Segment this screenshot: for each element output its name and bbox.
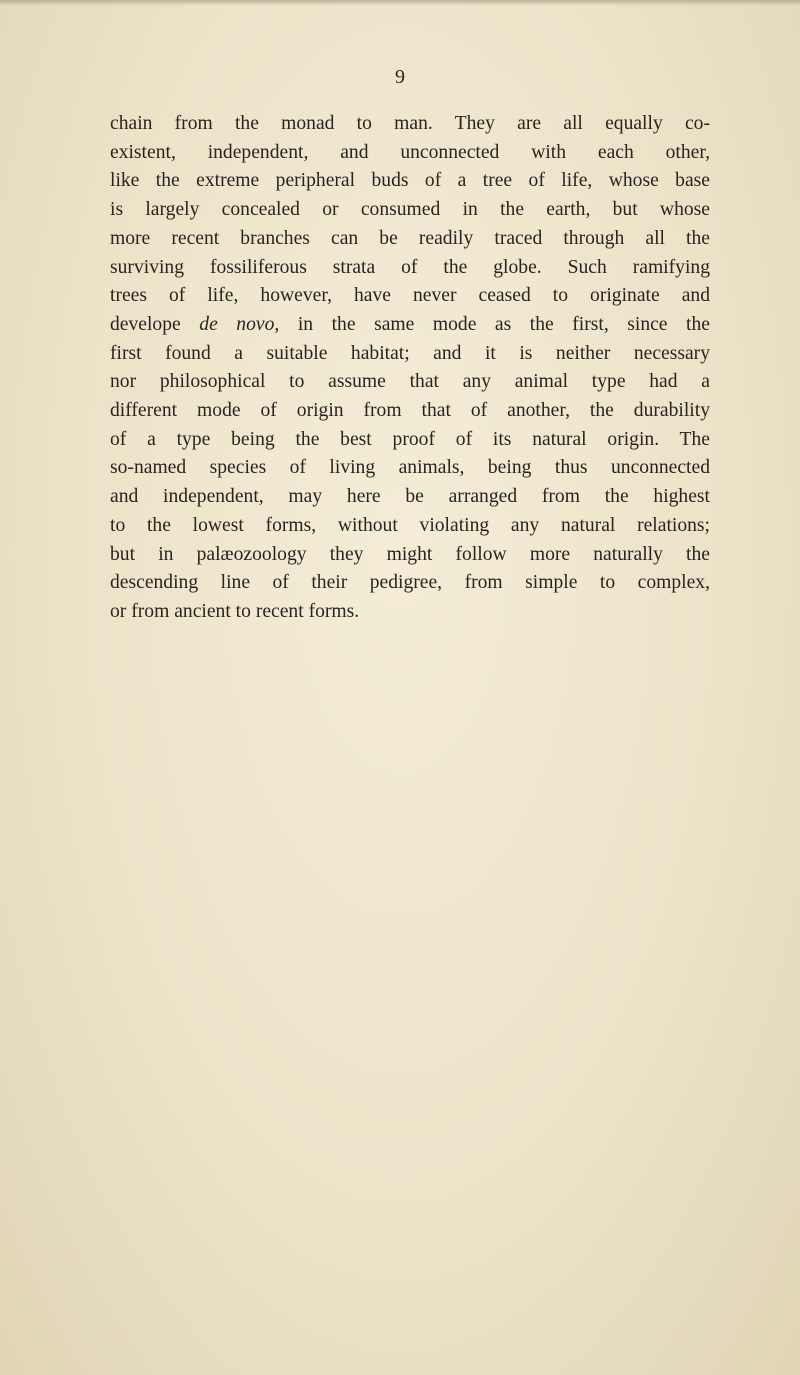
text-line: existent, independent, and unconnected with each other, (110, 141, 710, 163)
text-line: and independent, may here be arranged from the highest (110, 486, 710, 508)
text-line-with-italic (110, 311, 710, 340)
text-line: trees of life, however, have never ceased to originate and (110, 285, 710, 307)
text-line: chain from the monad to man. They are all equally co- (110, 113, 710, 134)
text-line-last: or from ancient to recent forms. (110, 600, 360, 622)
text-line: is largely concealed or consumed in the earth, but whose (110, 199, 710, 221)
text-line: so-named species of living animals, being thus unconnected (110, 457, 710, 479)
text-line: nor philosophical to assume that any animal type had a (110, 371, 710, 393)
page-number: 9 (395, 66, 405, 88)
text-line: to the lowest forms, without violating any natural relations; (110, 514, 710, 536)
text-line: of a type being the best proof of its natural origin. The (110, 428, 710, 450)
text-line: surviving fossiliferous strata of the globe. Such ramifying (110, 256, 710, 278)
text-line: first found a suitable habitat; and it is neither necessary (110, 342, 710, 364)
page-top-edge (0, 0, 800, 6)
text-line: different mode of origin from that of another, the durability (110, 400, 710, 422)
text-segment: develope (110, 313, 200, 335)
text-line: like the extreme peripheral buds of a tree of life, whose base (110, 170, 710, 192)
text-line: descending line of their pedigree, from simple to complex, (110, 572, 710, 594)
body-paragraph (110, 110, 710, 627)
text-line: but in palæozoology they might follow more naturally the (110, 543, 710, 565)
text-segment: in the same mode as the first, since the (279, 313, 710, 335)
italic-phrase: de novo, (199, 313, 280, 335)
text-line: more recent branches can be readily traced through all the (110, 227, 710, 249)
